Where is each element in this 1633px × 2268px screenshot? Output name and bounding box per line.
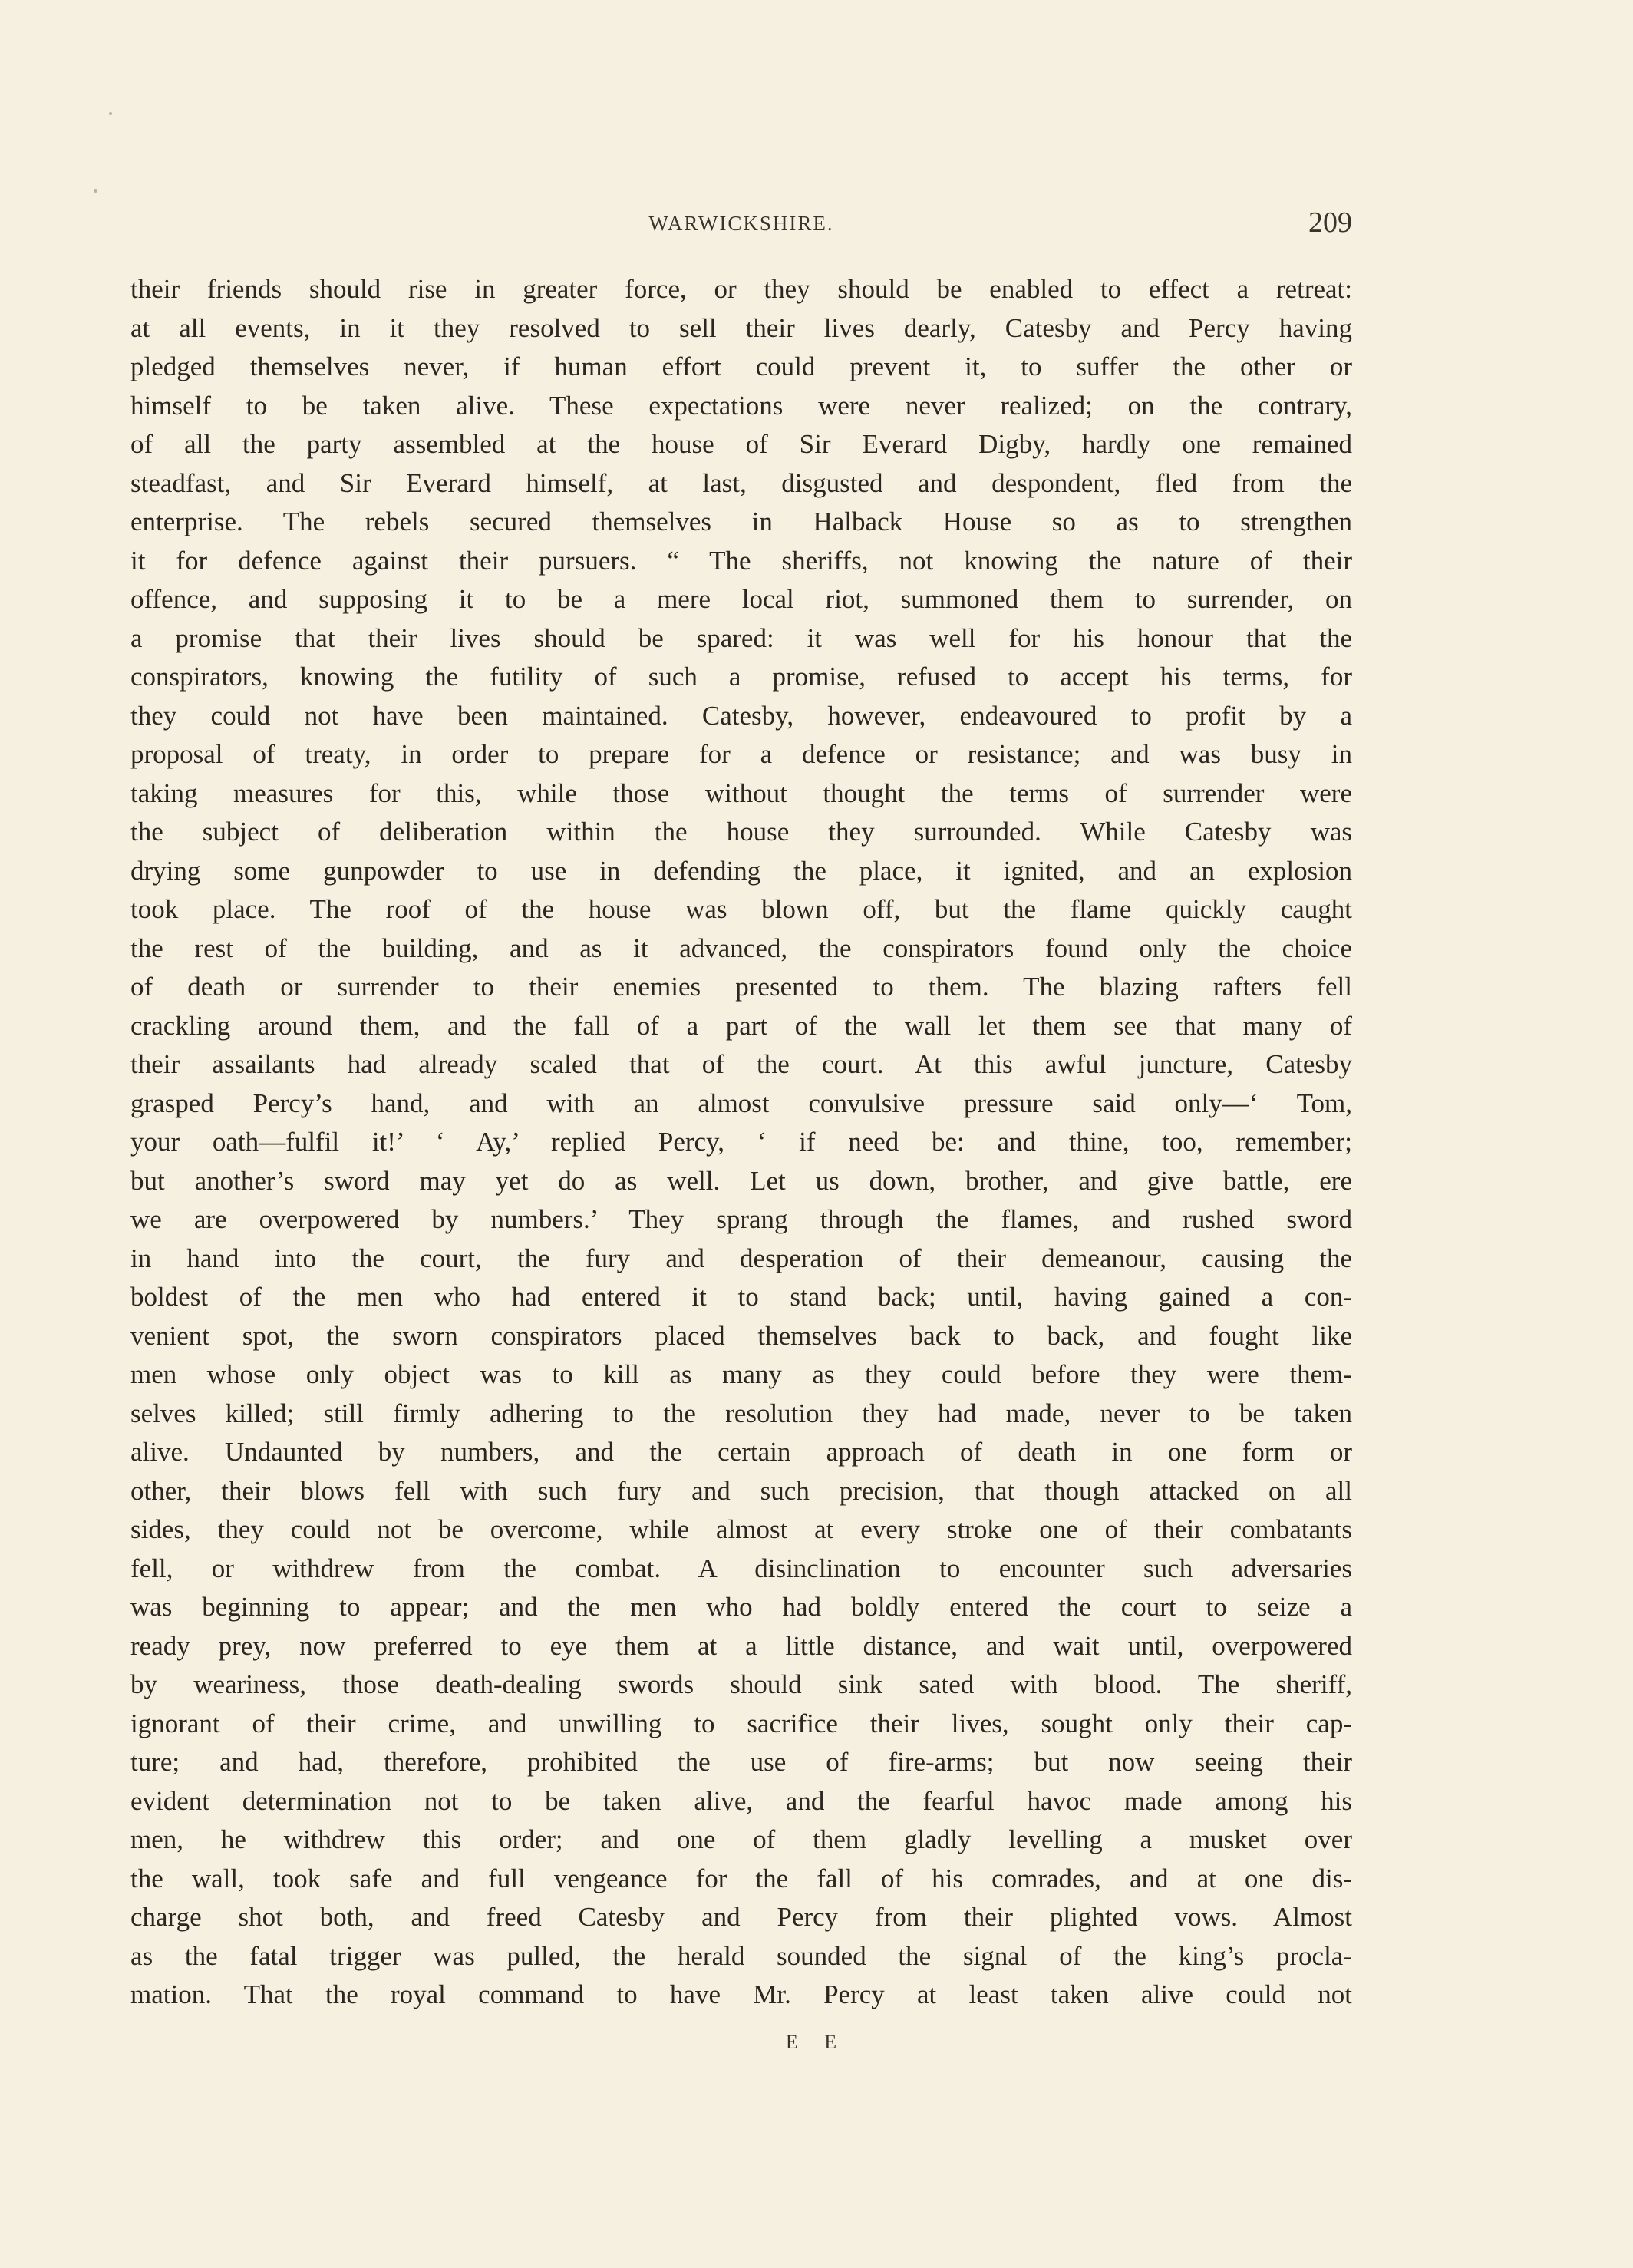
text-line: of death or surrender to their enemies presented to them. The blazing rafters fell bbox=[130, 972, 1352, 1002]
paper-speck bbox=[94, 189, 97, 193]
text-line: evident determination not to be taken alive, and the fearful havoc made among his bbox=[130, 1785, 1352, 1816]
text-line: the rest of the building, and as it advanced, the conspirators found only the choice bbox=[130, 933, 1352, 963]
text-line: but another’s sword may yet do as well. Let us down, brother, and give battle, ere bbox=[130, 1165, 1352, 1196]
text-line: enterprise. The rebels secured themselves in Halback House so as to strengthen bbox=[130, 507, 1352, 536]
text-line: men whose only object was to kill as many as they could before they were them- bbox=[130, 1359, 1352, 1389]
text-line: conspirators, knowing the futility of such a promise, refused to accept his terms, for bbox=[130, 662, 1352, 692]
text-line: boldest of the men who had entered it to stand back; until, having gained a con- bbox=[130, 1282, 1352, 1312]
text-line: alive. Undaunted by numbers, and the certain approach of death in one form or bbox=[130, 1437, 1352, 1467]
text-line: ignorant of their crime, and unwilling to sacrifice their lives, sought only their cap- bbox=[130, 1708, 1352, 1738]
text-line: your oath—fulfil it!’ ‘ Ay,’ replied Percy, ‘ if need be: and thine, too, remember; bbox=[130, 1127, 1352, 1157]
text-line: at all events, in it they resolved to sell their lives dearly, Catesby and Percy having bbox=[130, 312, 1352, 343]
text-line: steadfast, and Sir Everard himself, at last, disgusted and despondent, fled from the bbox=[130, 467, 1352, 498]
text-line: of all the party assembled at the house of Sir Everard Digby, hardly one remained bbox=[130, 429, 1352, 459]
running-head: WARWICKSHIRE. bbox=[648, 212, 834, 235]
text-line: as the fatal trigger was pulled, the herald sounded the signal of the king’s procla- bbox=[130, 1940, 1352, 1971]
text-line: drying some gunpowder to use in defending the place, it ignited, and an explosion bbox=[130, 855, 1352, 886]
text-line: they could not have been maintained. Catesby, however, endeavoured to profit by a bbox=[130, 700, 1352, 731]
text-line: was beginning to appear; and the men who had boldly entered the court to seize a bbox=[130, 1592, 1352, 1622]
text-line: the subject of deliberation within the house they surrounded. While Catesby was bbox=[130, 817, 1352, 847]
page-number: 209 bbox=[1308, 206, 1352, 239]
text-line: crackling around them, and the fall of a part of the wall let them see that many of bbox=[130, 1010, 1352, 1041]
body-text bbox=[130, 270, 1352, 2053]
text-line: fell, or withdrew from the combat. A disinclination to encounter such adversaries bbox=[130, 1553, 1352, 1583]
text-line: himself to be taken alive. These expectations were never realized; on the contrary, bbox=[130, 390, 1352, 421]
text-line: proposal of treaty, in order to prepare for a defence or resistance; and was busy in bbox=[130, 739, 1352, 769]
text-line: the wall, took safe and full vengeance for the fall of his comrades, and at one dis- bbox=[130, 1863, 1352, 1893]
text-line: sides, they could not be overcome, while almost at every stroke one of their combatants bbox=[130, 1514, 1352, 1544]
text-line: men, he withdrew this order; and one of them gladly levelling a musket over bbox=[130, 1824, 1352, 1854]
text-line: their assailants had already scaled that of the court. At this awful juncture, Catesby bbox=[130, 1049, 1352, 1079]
text-line: a promise that their lives should be spared: it was well for his honour that the bbox=[130, 622, 1352, 653]
signature-mark: E E bbox=[785, 2031, 848, 2053]
text-line: by weariness, those death-dealing swords should sink sated with blood. The sheriff, bbox=[130, 1669, 1352, 1699]
text-line: ready prey, now preferred to eye them at a little distance, and wait until, overpowered bbox=[130, 1630, 1352, 1661]
paper-speck bbox=[109, 112, 112, 115]
text-line: took place. The roof of the house was blown off, but the flame quickly caught bbox=[130, 894, 1352, 924]
text-line: taking measures for this, while those without thought the terms of surrender were bbox=[130, 777, 1352, 808]
text-line: grasped Percy’s hand, and with an almost convulsive pressure said only—‘ Tom, bbox=[130, 1088, 1352, 1118]
text-line: selves killed; still firmly adhering to the resolution they had made, never to be taken bbox=[130, 1398, 1352, 1428]
text-line: other, their blows fell with such fury and such precision, that though attacked on all bbox=[130, 1475, 1352, 1506]
text-line: venient spot, the sworn conspirators placed themselves back to back, and fought like bbox=[130, 1320, 1352, 1351]
text-line: pledged themselves never, if human effort could prevent it, to suffer the other or bbox=[130, 352, 1352, 381]
text-line: we are overpowered by numbers.’ They sprang through the flames, and rushed sword bbox=[130, 1204, 1352, 1234]
text-line: offence, and supposing it to be a mere local riot, summoned them to surrender, on bbox=[130, 584, 1352, 614]
text-line: charge shot both, and freed Catesby and Percy from their plighted vows. Almost bbox=[130, 1902, 1352, 1932]
text-line: mation. That the royal command to have Mr. Percy at least taken alive could not bbox=[130, 1979, 1352, 2009]
page-header bbox=[130, 206, 1352, 244]
text-line: their friends should rise in greater force, or they should be enabled to effect a retreat: bbox=[130, 274, 1352, 304]
text-line: it for defence against their pursuers. “ The sheriffs, not knowing the nature of their bbox=[130, 545, 1352, 576]
text-line: ture; and had, therefore, prohibited the use of fire-arms; but now seeing their bbox=[130, 1747, 1352, 1777]
text-line: in hand into the court, the fury and desperation of their demeanour, causing the bbox=[130, 1243, 1352, 1273]
